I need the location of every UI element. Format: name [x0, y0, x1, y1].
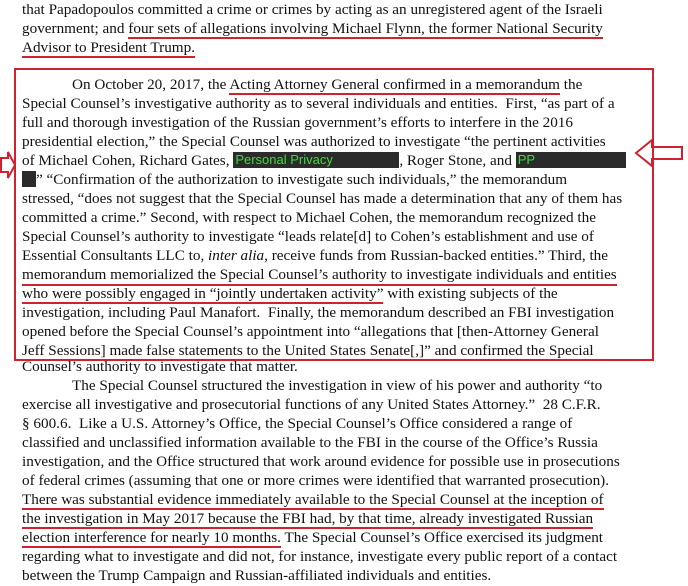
text-line: of federal crimes (assuming that one or more crimes were identified that warranted prosecution). — [22, 472, 610, 489]
redaction-pp: PP — [516, 152, 626, 168]
underlined-text: the investigation in May 2017 because the FBI had, by that time, already investigated Russian — [22, 510, 594, 527]
text-line: election interference for nearly 10 months. The Special Counsel’s Office exercised its judgment — [22, 529, 604, 546]
text-line: full and thorough investigation of the Russian government’s efforts to interfere in the 2016 — [22, 114, 573, 131]
text-line: between the Trump Campaign and Russian-affiliated individuals and entities. — [22, 567, 492, 584]
text-line: On October 20, 2017, the Acting Attorney General confirmed in a memorandum the — [72, 76, 583, 93]
text-line: of Michael Cohen, Richard Gates, Personal Privacy , Roger Stone, and PP — [22, 151, 622, 170]
underlined-text: memorandum memorialized the Special Counsel’s authority to investigate individuals and entities — [22, 265, 617, 286]
text-line — [22, 38, 195, 57]
text-line: Special Counsel’s investigative authority as to several individuals and entities. First, “as part of a — [22, 95, 615, 112]
text-line: investigation, and the Office structured that work around evidence for possible use in prosecutions — [22, 453, 620, 470]
underlined-text: Acting Attorney General confirmed in a memorandum — [229, 76, 560, 93]
text-line: Counsel’s authority to investigate that matter. — [22, 358, 298, 375]
text-line: committed a crime.” Second, with respect to Michael Cohen, the memorandum recognized the — [22, 209, 596, 226]
underlined-text: four sets of allegations involving Michael Flynn, the former National Security — [128, 20, 603, 37]
text-line: presidential election,” the Special Counsel was authorized to investigate “the pertinent activities — [22, 133, 606, 150]
redaction-personal-privacy: Personal Privacy — [233, 152, 399, 168]
underlined-text: Advisor to President Trump. — [22, 39, 195, 56]
text-line: § 600.6. Like a U.S. Attorney’s Office, the Special Counsel’s Office considered a range of — [22, 415, 573, 432]
text-line: who were possibly engaged in “jointly undertaken activity” with existing subjects of the — [22, 285, 558, 302]
underlined-text: There was substantial evidence immediately available to the Special Counsel at the inception of — [22, 491, 604, 508]
text-line: opened before the Special Counsel’s appointment into “allegations that [then-Attorney General — [22, 323, 599, 340]
text-line: Jeff Sessions] made false statements to the United States Senate[,]” and confirmed the Special — [22, 342, 594, 359]
text-line: ” “Confirmation of the authorization to investigate such individuals,” the memorandum — [22, 170, 622, 189]
text-line: Essential Consultants LLC to, inter alia, receive funds from Russian-backed entities.” Third, the — [22, 247, 609, 264]
text-line: regarding what to investigate and did not, for instance, investigate every public report of a contact — [22, 548, 618, 565]
underlined-text: election interference for nearly 10 months. — [22, 529, 281, 546]
text-line: investigation, including Paul Manafort. Finally, the memorandum described an FBI investigation — [22, 304, 615, 321]
text-line: classified and unclassified information available to the FBI in the course of the Office’s Russia — [22, 434, 598, 451]
text-line: stressed, “does not suggest that the Special Counsel has made a determination that any of them has — [22, 190, 623, 207]
text-line: exercise all investigative and prosecutorial functions of any United States Attorney.” 28 C.F.R. — [22, 396, 601, 413]
text-line: government; and four sets of allegations involving Michael Flynn, the former National Security — [22, 20, 603, 37]
text-line: The Special Counsel structured the investigation in view of his power and authority “to — [72, 377, 603, 394]
text-line: Special Counsel’s authority to investigate “leads relate[d] to Cohen’s establishment and use of — [22, 228, 594, 245]
text-line — [22, 490, 622, 509]
text-line: that Papadopoulos committed a crime or crimes by acting as an unregistered agent of the Israeli — [22, 1, 603, 18]
text-line — [22, 265, 622, 286]
left-arrow-annotation-icon — [0, 150, 16, 180]
text-line — [22, 509, 622, 528]
right-arrow-annotation-icon — [634, 138, 684, 168]
underlined-text: who were possibly engaged in “jointly undertaken activity” — [22, 285, 384, 302]
redaction-block — [22, 171, 36, 187]
